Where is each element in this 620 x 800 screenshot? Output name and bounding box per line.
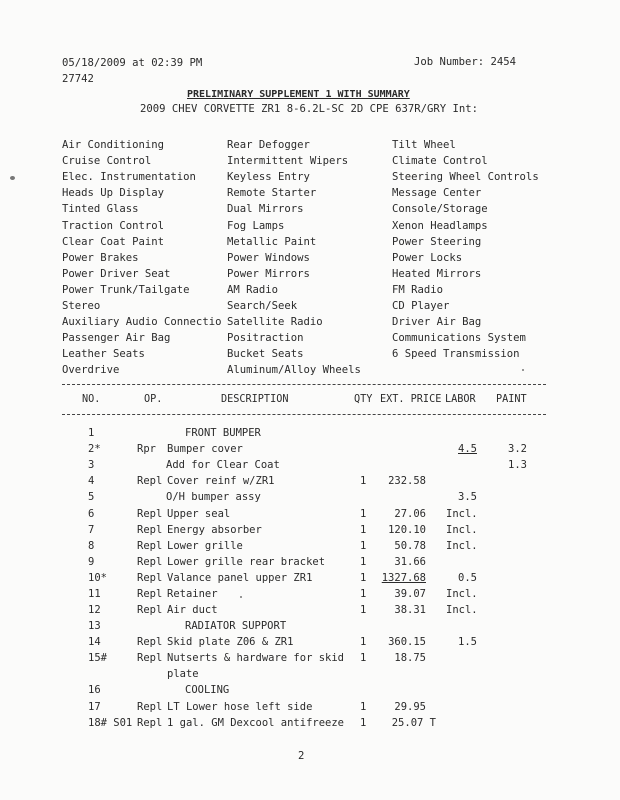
row-description: LT Lower hose left side [167,700,313,713]
row-ext-price: 360.15 [388,636,426,649]
row-number: 11 [88,588,101,600]
col-header-qty: QTY [354,394,373,405]
option-item: Leather Seats [62,348,145,361]
row-number: 5 [88,491,95,504]
option-item: Message Center [392,187,482,200]
row-description: COOLING [185,684,230,697]
document-title: PRELIMINARY SUPPLEMENT 1 WITH SUMMARY [187,89,410,100]
report-code: 27742 [62,73,94,85]
row-labor: 0.5 [458,571,477,584]
col-header-op: OP. [144,394,163,405]
row-operation: Repl [137,555,163,568]
option-item: Stereo [62,300,101,312]
row-qty: 1 [360,588,367,600]
option-item: Communications System [392,332,526,345]
row-operation: Repl [137,523,163,536]
row-number: 1 [88,427,95,439]
row-qty: 1 [360,571,367,584]
row-description: RADIATOR SUPPORT [185,620,287,633]
row-number: 12 [88,604,101,617]
row-number: 14 [88,636,101,649]
option-item: Auxiliary Audio Connectio [62,316,222,329]
row-number: 15# [88,652,107,665]
scan-speck [240,596,242,598]
option-item: Power Brakes [62,251,139,264]
row-description: Energy absorber [167,523,262,536]
row-qty: 1 [360,700,367,713]
scan-speck [522,369,524,371]
row-description-cont: plate [167,668,199,681]
option-item: Dual Mirrors [227,203,304,216]
option-item: Bucket Seats [227,348,304,361]
row-qty: 1 [360,636,367,649]
option-item: AM Radio [227,283,279,296]
row-number: 17 [88,700,101,713]
option-item: Traction Control [62,219,165,232]
option-item: Power Windows [227,251,310,264]
option-item: Clear Coat Paint [62,235,165,248]
row-operation: Repl [137,604,163,617]
option-item: Remote Starter [227,187,317,200]
row-description: Lower grille [167,539,243,552]
option-item: Keyless Entry [227,171,310,184]
option-item: Air Conditioning [62,139,165,151]
option-item: FM Radio [392,283,444,296]
option-item: Aluminum/Alloy Wheels [227,364,361,377]
row-ext-price: 1327.68 [381,571,426,584]
row-description: Lower grille rear bracket [167,555,326,568]
scan-speck [10,176,15,180]
row-operation: Repl [137,475,163,488]
option-item: Satellite Radio [227,316,323,329]
row-labor: Incl. [446,539,478,552]
row-description: Air duct [167,604,218,617]
row-number: 8 [88,539,95,552]
row-labor: Incl. [446,523,478,536]
option-item: CD Player [392,300,450,312]
option-item: Xenon Headlamps [392,219,488,232]
row-ext-price: 232.58 [388,475,426,488]
report-date-time: 05/18/2009 at 02:39 PM [62,57,203,69]
row-description: Nutserts & hardware for skid [167,652,345,665]
row-number: 6 [88,507,95,520]
row-ext-price: 39.07 [394,588,426,600]
row-labor: Incl. [446,604,478,617]
option-item: Console/Storage [392,203,488,216]
option-item: Power Trunk/Tailgate [62,283,190,296]
row-number: 10* [88,571,107,584]
option-item: Power Mirrors [227,267,310,280]
row-operation: Repl [137,636,163,649]
row-operation: Repl [137,539,163,552]
row-number: 2* [88,443,101,456]
row-number: 18# S01 [88,716,133,729]
row-qty: 1 [360,475,367,488]
row-description: Skid plate Z06 & ZR1 [167,636,294,649]
row-labor: 3.5 [458,491,477,504]
option-item: Heads Up Display [62,187,165,200]
col-header-description: DESCRIPTION [221,394,289,405]
option-item: Passenger Air Bag [62,332,171,345]
separator-header [62,414,546,415]
page-number: 2 [298,750,305,762]
row-number: 9 [88,555,95,568]
row-ext-price: 18.75 [394,652,426,665]
row-operation: Repl [137,588,163,600]
row-operation: Repl [137,652,163,665]
option-item: 6 Speed Transmission [392,348,520,361]
col-header-no: NO. [82,394,101,405]
row-description: 1 gal. GM Dexcool antifreeze [167,716,345,729]
row-qty: 1 [360,523,367,536]
row-ext-price: 25.07 T [391,716,436,729]
row-number: 13 [88,620,101,633]
row-ext-price: 31.66 [394,555,426,568]
row-operation: Rpr [137,443,156,456]
option-item: Tinted Glass [62,203,139,216]
col-header-price: EXT. PRICE [380,394,442,405]
option-item: Metallic Paint [227,235,317,248]
job-number: Job Number: 2454 [414,56,517,68]
row-ext-price: 50.78 [394,539,426,552]
col-header-labor: LABOR [445,394,476,405]
row-labor: 4.5 [458,443,477,456]
row-ext-price: 27.06 [394,507,426,520]
option-item: Tilt Wheel [392,139,456,151]
option-item: Search/Seek [227,300,298,312]
option-item: Power Locks [392,251,463,264]
row-description: Valance panel upper ZR1 [167,571,313,584]
option-item: Positraction [227,332,304,345]
row-description: Add for Clear Coat [166,459,280,472]
row-operation: Repl [137,716,163,729]
option-item: Climate Control [392,155,488,168]
row-description: Bumper cover [167,443,243,456]
row-operation: Repl [137,571,163,584]
row-operation: Repl [137,700,163,713]
option-item: Steering Wheel Controls [392,171,539,184]
option-item: Cruise Control [62,155,152,168]
row-qty: 1 [360,652,367,665]
option-item: Overdrive [62,364,120,377]
row-labor: 1.5 [458,636,477,649]
row-paint: 3.2 [508,443,527,456]
row-description: Retainer [167,588,218,600]
row-qty: 1 [360,716,367,729]
row-qty: 1 [360,539,367,552]
row-operation: Repl [137,507,163,520]
separator-top [62,384,546,385]
row-number: 16 [88,684,101,697]
row-number: 7 [88,523,95,536]
row-qty: 1 [360,555,367,568]
row-qty: 1 [360,507,367,520]
option-item: Heated Mirrors [392,267,482,280]
row-number: 4 [88,475,95,488]
row-description: FRONT BUMPER [185,427,261,439]
row-description: O/H bumper assy [166,491,261,504]
row-ext-price: 38.31 [394,604,426,617]
option-item: Driver Air Bag [392,316,482,329]
row-qty: 1 [360,604,367,617]
row-paint: 1.3 [508,459,527,472]
row-description: Cover reinf w/ZR1 [167,475,275,488]
option-item: Intermittent Wipers [227,155,349,168]
row-number: 3 [88,459,95,472]
row-ext-price: 29.95 [394,700,426,713]
row-labor: Incl. [446,507,478,520]
row-labor: Incl. [446,588,478,600]
row-description: Upper seal [167,507,231,520]
option-item: Elec. Instrumentation [62,171,196,184]
vehicle-description: 2009 CHEV CORVETTE ZR1 8-6.2L-SC 2D CPE 637R/GRY Int: [140,103,479,115]
row-ext-price: 120.10 [388,523,426,536]
option-item: Rear Defogger [227,139,310,151]
option-item: Power Steering [392,235,482,248]
col-header-paint: PAINT [496,394,527,405]
option-item: Fog Lamps [227,219,285,232]
option-item: Power Driver Seat [62,267,171,280]
